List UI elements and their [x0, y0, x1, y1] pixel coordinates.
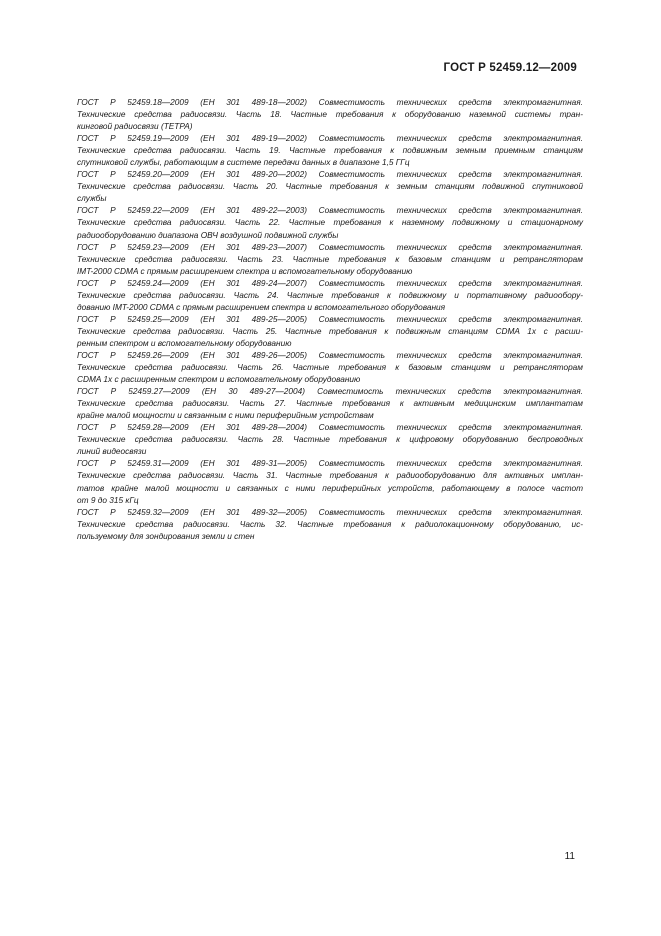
- reference-item: [77, 277, 583, 313]
- reference-line: Технические средства радиосвязи. Часть 32. Частные требования к радиолокационному оборудованию, ис-: [77, 518, 583, 529]
- reference-lead-line: ГОСТ Р 52459.27—2009 (ЕН 30 489-27—2004) Совместимость технических средств электромагнитная.: [77, 386, 583, 397]
- reference-item: [77, 349, 583, 385]
- reference-line: крайне малой мощности и связанным с ними периферийным устройствам: [77, 410, 374, 421]
- reference-item: [77, 204, 583, 240]
- reference-line: Технические средства радиосвязи. Часть 18. Частные требования к оборудованию наземной системы тран-: [77, 109, 583, 120]
- reference-item: [77, 313, 583, 349]
- reference-item: [77, 421, 583, 457]
- reference-lead-line: ГОСТ Р 52459.28—2009 (ЕН 301 489-28—2004) Совместимость технических средств электромагнитная.: [77, 422, 583, 433]
- reference-lead-line: ГОСТ Р 52459.19—2009 (ЕН 301 489-19—2002) Совместимость технических средств электромагнитная.: [77, 133, 583, 144]
- reference-line: Технические средства радиосвязи. Часть 20. Частные требования к земным станциям подвижной спутниковой: [77, 181, 583, 192]
- reference-line: Технические средства радиосвязи. Часть 25. Частные требования к подвижным станциям CDMA 1x с расши-: [77, 325, 583, 336]
- reference-line: Технические средства радиосвязи. Часть 26. Частные требования к базовым станциям и ретрансляторам: [77, 362, 583, 373]
- reference-lead-line: ГОСТ Р 52459.18—2009 (ЕН 301 489-18—2002) Совместимость технических средств электромагнитная.: [77, 97, 583, 107]
- reference-lead-line: ГОСТ Р 52459.26—2009 (ЕН 301 489-26—2005) Совместимость технических средств электромагнитная.: [77, 349, 583, 360]
- reference-lead-line: ГОСТ Р 52459.31—2009 (ЕН 301 489-31—2005) Совместимость технических средств электромагнитная.: [77, 458, 583, 469]
- reference-line: Технические средства радиосвязи. Часть 23. Частные требования к базовым станциям и ретрансляторам: [77, 253, 583, 264]
- reference-lead-line: ГОСТ Р 52459.23—2009 (ЕН 301 489-23—2007) Совместимость технических средств электромагнитная.: [77, 241, 583, 252]
- reference-line: от 9 до 315 кГц: [77, 494, 139, 505]
- reference-item: [77, 506, 583, 542]
- reference-line: Технические средства радиосвязи. Часть 22. Частные требования к наземному подвижному и стационарному: [77, 217, 583, 228]
- reference-lead-line: ГОСТ Р 52459.32—2009 (ЕН 301 489-32—2005) Совместимость технических средств электромагнитная.: [77, 506, 583, 517]
- reference-lead-line: ГОСТ Р 52459.22—2009 (ЕН 301 489-22—2003) Совместимость технических средств электромагнитная.: [77, 205, 583, 216]
- reference-lead-line: ГОСТ Р 52459.24—2009 (ЕН 301 489-24—2007) Совместимость технических средств электромагнитная.: [77, 277, 583, 288]
- reference-item: [77, 168, 583, 204]
- reference-line: ренным спектром и вспомогательному оборудованию: [77, 337, 292, 348]
- reference-line: линий видеосвязи: [77, 446, 147, 457]
- reference-line: Технические средства радиосвязи. Часть 31. Частные требования к радиооборудованию для активных имплан-: [77, 470, 583, 481]
- reference-item: [77, 241, 583, 277]
- reference-line: CDMA 1x с расширенным спектром и вспомогательному оборудованию: [77, 374, 361, 385]
- document-header: ГОСТ Р 52459.12—2009: [443, 62, 577, 74]
- reference-line: радиооборудованию диапазона ОВЧ воздушной подвижной службы: [77, 229, 339, 240]
- reference-line: Технические средства радиосвязи. Часть 28. Частные требования к цифровому оборудованию беспроводных: [77, 434, 583, 445]
- reference-line: службы: [77, 193, 107, 204]
- reference-line: дованию IMT-2000 CDMA с прямым расширением спектра и вспомогательного оборудования: [77, 301, 446, 312]
- reference-item: [77, 96, 583, 132]
- reference-line: кинговой радиосвязи (ТЕТРА): [77, 121, 193, 132]
- reference-line: Технические средства радиосвязи. Часть 24. Частные требования к подвижному и портативному радиообору-: [77, 289, 583, 300]
- page-number: 11: [564, 851, 575, 862]
- reference-lead-line: ГОСТ Р 52459.20—2009 (ЕН 301 489-20—2002) Совместимость технических средств электромагнитная.: [77, 169, 583, 180]
- reference-line: пользуемому для зондирования земли и стен: [77, 530, 255, 541]
- reference-line: спутниковой службы, работающим в системе передачи данных в диапазоне 1,5 ГГц: [77, 157, 410, 168]
- reference-lead-line: ГОСТ Р 52459.25—2009 (ЕН 301 489-25—2005) Совместимость технических средств электромагнитная.: [77, 313, 583, 324]
- reference-line: Технические средства радиосвязи. Часть 27. Частные требования к активным медицинским имплантатам: [77, 398, 583, 409]
- reference-line: IMT-2000 CDMA с прямым расширением спектра и вспомогательному оборудованию: [77, 265, 413, 276]
- reference-line: татов крайне малой мощности и связанных с ними периферийных устройств, работающему в полосе частот: [77, 482, 583, 493]
- reference-item: [77, 132, 583, 168]
- reference-line: Технические средства радиосвязи. Часть 19. Частные требования к подвижным земным приемным станциям: [77, 145, 583, 156]
- normative-references-list: [77, 96, 583, 542]
- reference-item: [77, 457, 583, 505]
- reference-item: [77, 385, 583, 421]
